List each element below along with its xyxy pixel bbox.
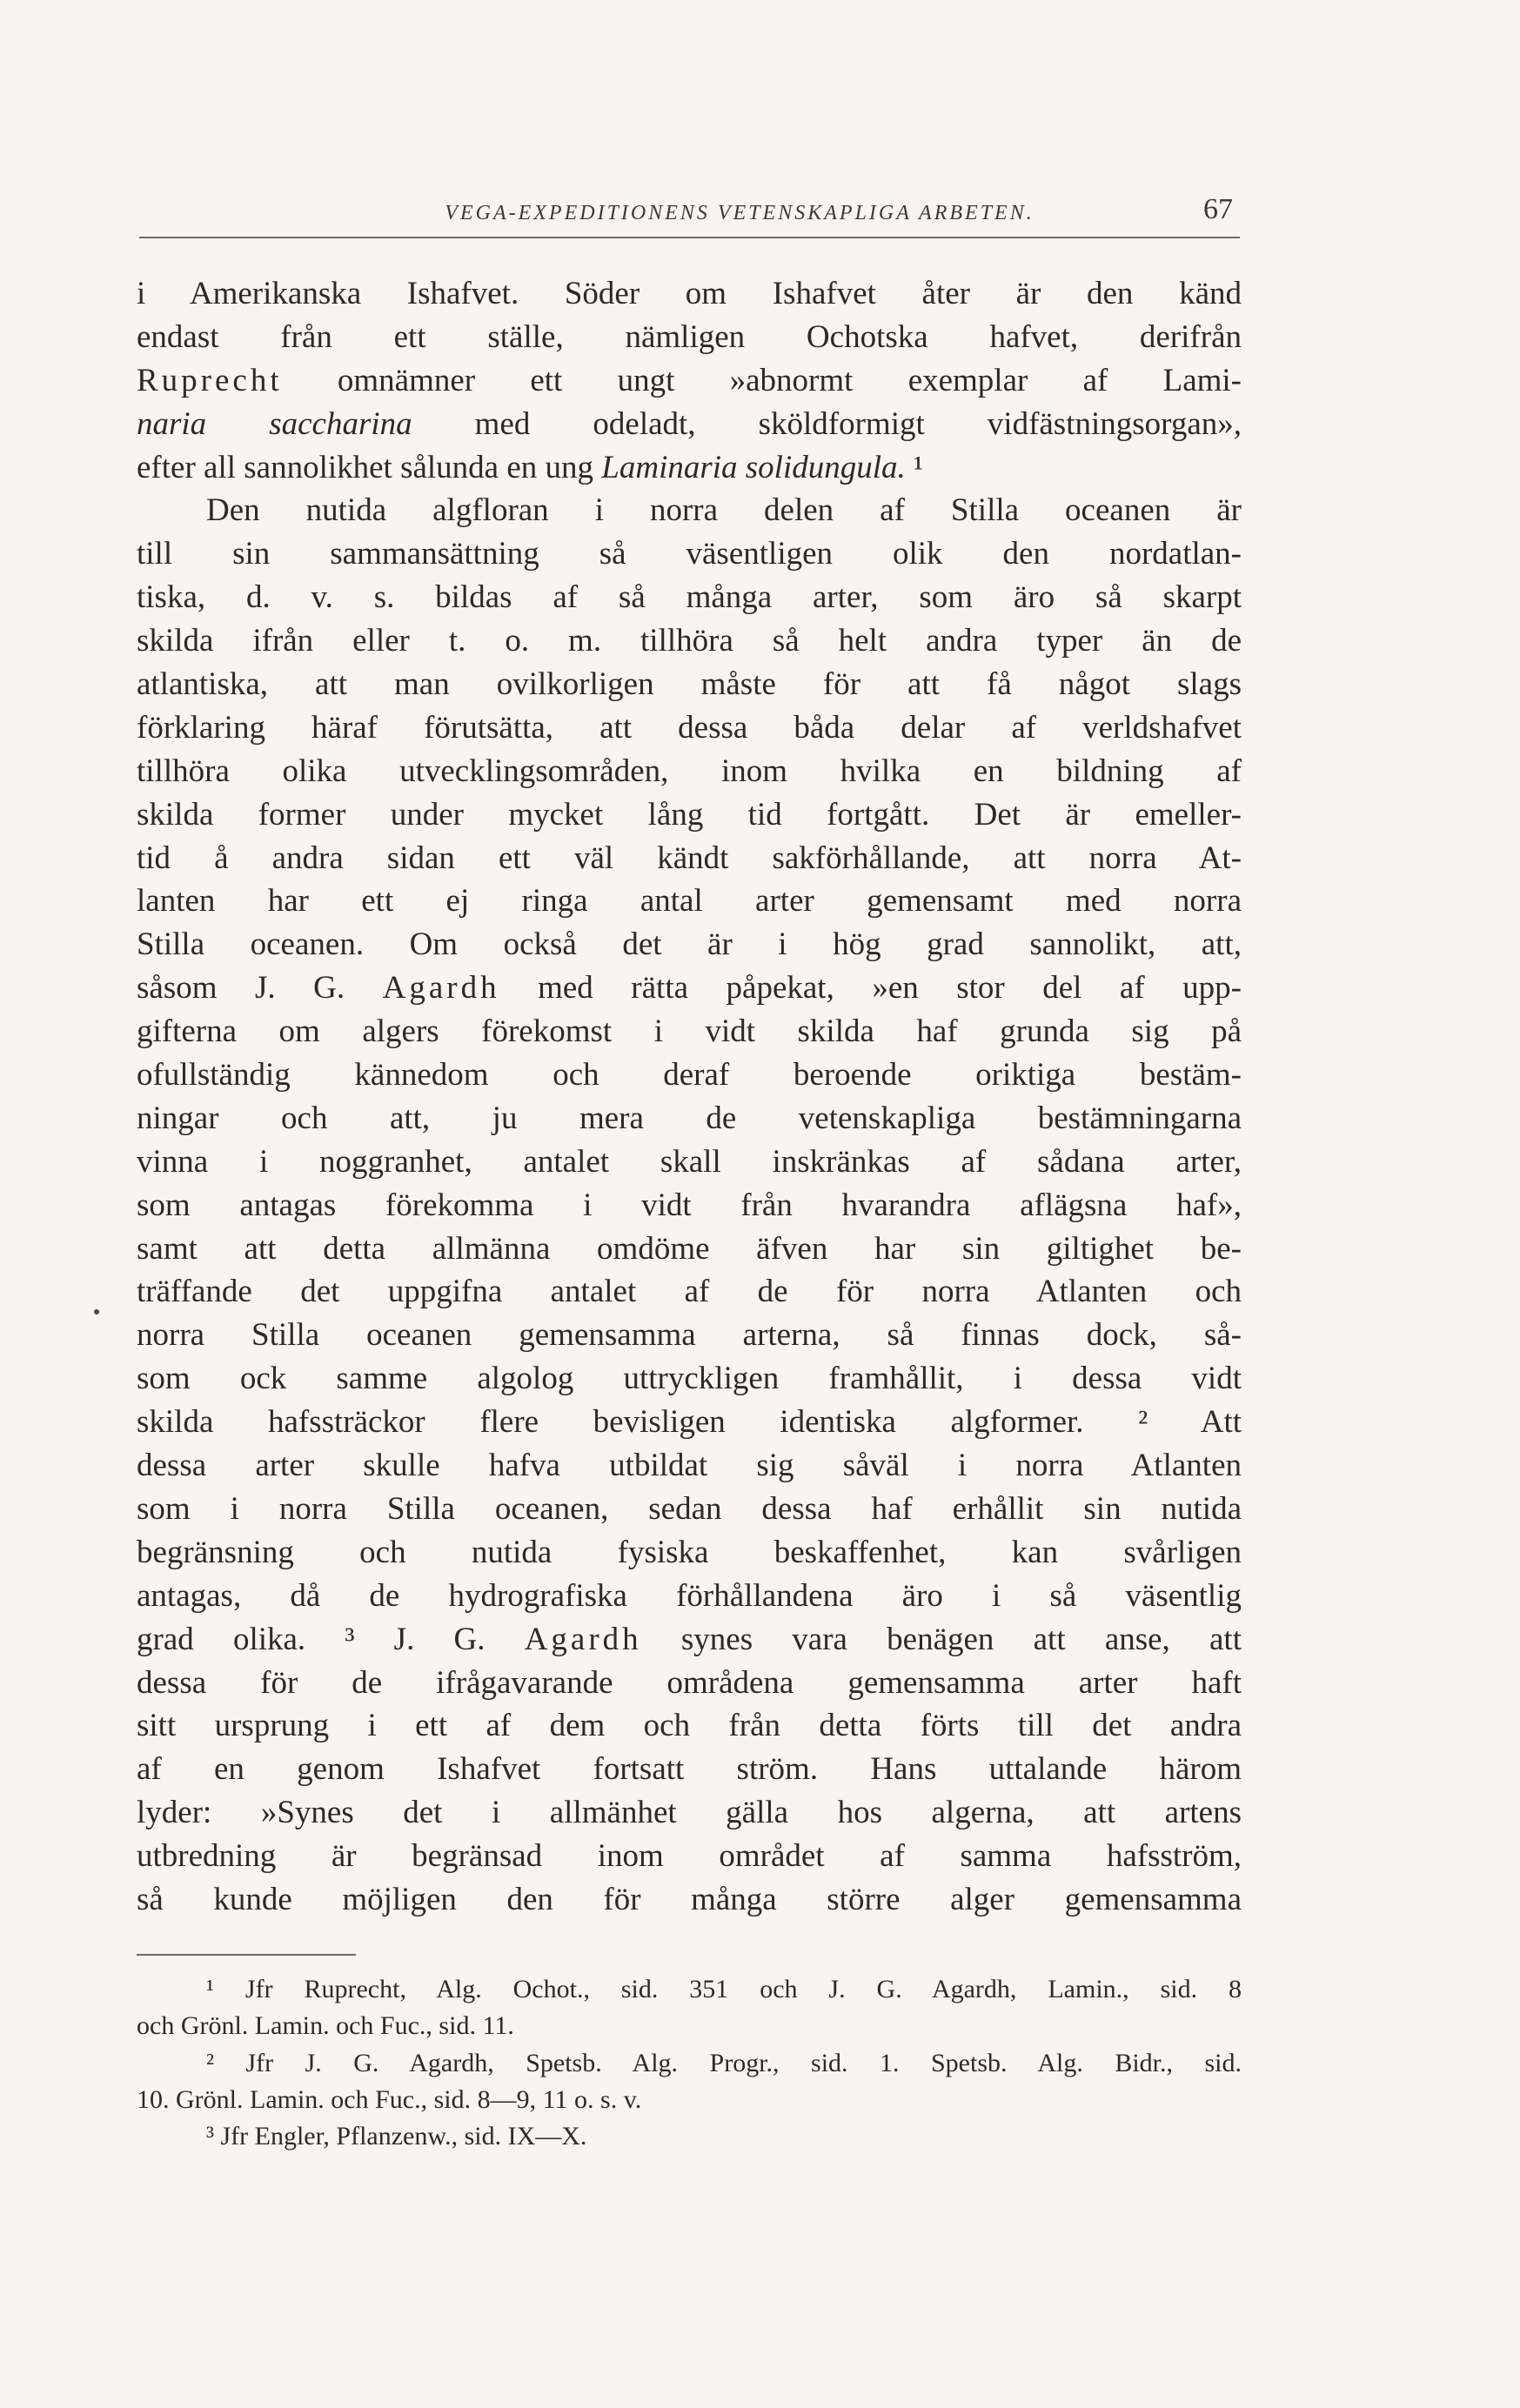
body-line: förklaring häraf förutsätta, att dessa båda delar af verldshafvet	[137, 709, 1242, 746]
body-line: träffande det uppgifna antalet af de för norra Atlanten och	[137, 1274, 1242, 1310]
footnote-line: ² Jfr J. G. Agardh, Spetsb. Alg. Progr., sid. 1. Spetsb. Alg. Bidr., sid.	[206, 2048, 1242, 2077]
body-line	[137, 403, 1242, 446]
footnotes	[137, 1971, 1242, 2155]
footnote-line: ¹ Jfr Ruprecht, Alg. Ochot., sid. 351 och J. G. Agardh, Lamin., sid. 8	[206, 1975, 1242, 2003]
body-line: endast från ett ställe, nämligen Ochotska hafvet, derifrån	[137, 318, 1242, 355]
body-line: i Amerikanska Ishafvet. Söder om Ishafvet åter är den känd	[137, 276, 1242, 311]
body-line	[137, 1618, 1242, 1662]
body-line: vinna i noggranhet, antalet skall inskränkas af sådana arter,	[137, 1143, 1242, 1180]
footnote-ref: ¹	[905, 449, 924, 485]
footnote-line: ³ Jfr Engler, Pflanzenw., sid. IX—X.	[206, 2122, 587, 2151]
body-line	[137, 359, 1242, 403]
body-line-text: med odeladt, sköldformigt vidfästningsorgan»,	[412, 405, 1242, 442]
body-line: skilda former under mycket lång tid fortgått. Det är emeller-	[137, 796, 1242, 833]
body-line: skilda ifrån eller t. o. m. tillhöra så helt andra typer än de	[137, 623, 1242, 659]
body-line: Stilla oceanen. Om också det är i hög grad sannolikt, att,	[137, 926, 1242, 963]
body-line-text: synes vara benägen att anse, att	[641, 1621, 1242, 1657]
body-line: tiska, d. v. s. bildas af så många arter, som äro så skarpt	[137, 579, 1242, 616]
species-name: naria saccharina	[137, 405, 412, 442]
body-line: gifterna om algers förekomst i vidt skilda haf grunda sig på	[137, 1013, 1242, 1050]
body-text	[137, 272, 1242, 1922]
body-line: antagas, då de hydrografiska förhållandena äro i så väsentlig	[137, 1577, 1242, 1614]
body-line: atlantiska, att man ovilkorligen måste för att få något slags	[137, 666, 1242, 703]
body-line: dessa för de ifrågavarande områdena gemensamma arter haft	[137, 1664, 1242, 1701]
body-line	[137, 967, 1242, 1010]
body-line: ningar och att, ju mera de vetenskapliga bestämningarna	[137, 1100, 1242, 1136]
body-line: lanten har ett ej ringa antal arter gemensamt med norra	[137, 883, 1242, 920]
body-line: till sin sammansättning så väsentligen olik den nordatlan-	[137, 536, 1242, 572]
body-line: tillhöra olika utvecklingsområden, inom hvilka en bildning af	[137, 752, 1242, 789]
body-line: som antagas förekomma i vidt från hvarandra aflägsna haf»,	[137, 1187, 1242, 1223]
body-line: så kunde möjligen den för många större alger gemensamma	[137, 1881, 1242, 1917]
body-line: dessa arter skulle hafva utbildat sig såväl i norra Atlanten	[137, 1448, 1242, 1484]
body-line-text: med rätta påpekat, »en stor del af upp-	[499, 970, 1242, 1007]
body-line: begränsning och nutida fysiska beskaffenhet, kan svårligen	[137, 1534, 1242, 1570]
running-title: VEGA-EXPEDITIONENS VETENSKAPLIGA ARBETEN.	[445, 202, 1035, 224]
body-line: som ock samme algolog uttryckligen framhållit, i dessa vidt	[137, 1361, 1242, 1397]
body-line: utbredning är begränsad inom området af samma hafsström,	[137, 1838, 1242, 1875]
body-line: skilda hafssträckor flere bevisligen identiska algformer. ² Att	[137, 1404, 1242, 1441]
body-line: norra Stilla oceanen gemensamma arterna, så finnas dock, så-	[137, 1317, 1242, 1354]
footnote-rule	[137, 1954, 356, 1956]
footnote-line: 10. Grönl. Lamin. och Fuc., sid. 8—9, 11 o. s. v.	[137, 2084, 642, 2114]
body-line-text: omnämner ett ungt »abnormt exemplar af Lami-	[282, 362, 1242, 398]
author-name: Ruprecht	[137, 362, 283, 398]
body-line: tid å andra sidan ett väl kändt sakförhållande, att norra At-	[137, 839, 1242, 876]
author-name: Agardh	[382, 970, 500, 1007]
body-line: sitt ursprung i ett af dem och från detta förts till det andra	[137, 1708, 1242, 1744]
body-line: af en genom Ishafvet fortsatt ström. Hans uttalande härom	[137, 1751, 1242, 1788]
body-line: samt att detta allmänna omdöme äfven har sin giltighet be-	[137, 1230, 1242, 1267]
footnote-line: och Grönl. Lamin. och Fuc., sid. 11.	[137, 2011, 514, 2041]
body-line-text: såsom J. G.	[137, 970, 383, 1007]
page-number: 67	[1203, 193, 1233, 225]
body-line-text: grad olika. ³ J. G.	[137, 1621, 525, 1657]
body-line: som i norra Stilla oceanen, sedan dessa haf erhållit sin nutida	[137, 1490, 1242, 1527]
margin-dot	[94, 1309, 99, 1314]
species-name: Laminaria solidungula.	[601, 449, 906, 485]
body-line	[137, 446, 1242, 490]
body-line: lyder: »Synes det i allmänhet gälla hos algerna, att artens	[137, 1795, 1242, 1831]
body-line: ofullständig kännedom och deraf beroende oriktiga bestäm-	[137, 1057, 1242, 1094]
author-name: Agardh	[524, 1621, 642, 1657]
body-line: Den nutida algfloran i norra delen af Stilla oceanen är	[206, 492, 1242, 529]
header-rule	[139, 237, 1240, 238]
body-line-text: efter all sannolikhet sålunda en ung	[137, 449, 602, 485]
